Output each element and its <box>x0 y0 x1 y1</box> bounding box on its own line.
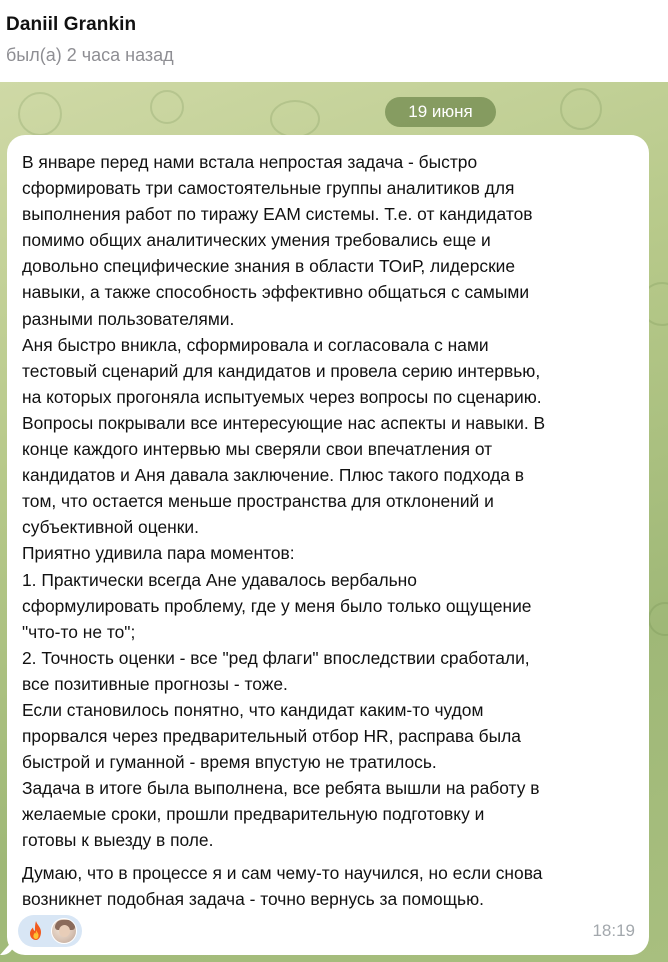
background-doodle <box>18 92 62 136</box>
message-text-closing: Думаю, что в процессе я и сам чему-то научился, но если снова возникнет подобная задача - точно вернусь за помощью. <box>22 862 543 909</box>
message-footer <box>18 915 635 947</box>
background-doodle <box>150 90 184 124</box>
reaction-chip[interactable] <box>18 915 82 947</box>
reactor-avatar[interactable] <box>51 918 77 944</box>
background-doodle <box>560 88 602 130</box>
background-doodle <box>648 602 668 636</box>
message-bubble[interactable] <box>7 135 649 955</box>
chat-header[interactable] <box>0 0 668 82</box>
last-seen-status: был(а) 2 часа назад <box>6 45 174 65</box>
avatar-face <box>59 925 70 937</box>
message-text: В январе перед нами встала непростая задача - быстро сформировать три самостоятельные группы аналитиков для выполнения работ по тиражу EAM системы. Т.е. от кандидатов помимо общих аналитических умения требовались еще и довольно специфические знания в области ТОиР, лидерские навыки, а также способность эффективно общаться с самыми разными пользователями. Аня быстро вникла, сформировала и согласовала с нами тестовый сценарий для кандидатов и провела серию интервью, на которых прогоняла испытуемых через вопросы по сценарию. Вопросы покрывали все интересующие нас аспекты и навыки. В конце каждого интервью мы сверяли свои впечатления от кандидатов и Аня давала заключение. Плюс такого подхода в том, что остается меньше пространства для отклонений и субъективной оценки. Приятно удивила пара моментов: 1. Практически всегда Ане удавалось вербально сформулировать проблему, где у меня было только ощущение "что-то не то"; 2. Точность оценки - все "ред флаги" впоследствии сработали, все позитивные прогнозы - тоже. Если становилось понятно, что кандидат каким-то чудом прорвался через предварительный отбор HR, расправа была быстрой и гуманной - время впустую не тратилось. Задача в итоге была выполнена, все ребята вышли на работу в желаемые сроки, прошли предварительную подготовку и готовы к выезду в поле. <box>22 152 546 851</box>
fire-icon <box>24 919 48 943</box>
message-time: 18:19 <box>592 921 635 940</box>
background-doodle <box>270 100 320 138</box>
contact-name[interactable]: Daniil Grankin <box>6 14 137 35</box>
date-separator: 19 июня <box>385 97 496 127</box>
